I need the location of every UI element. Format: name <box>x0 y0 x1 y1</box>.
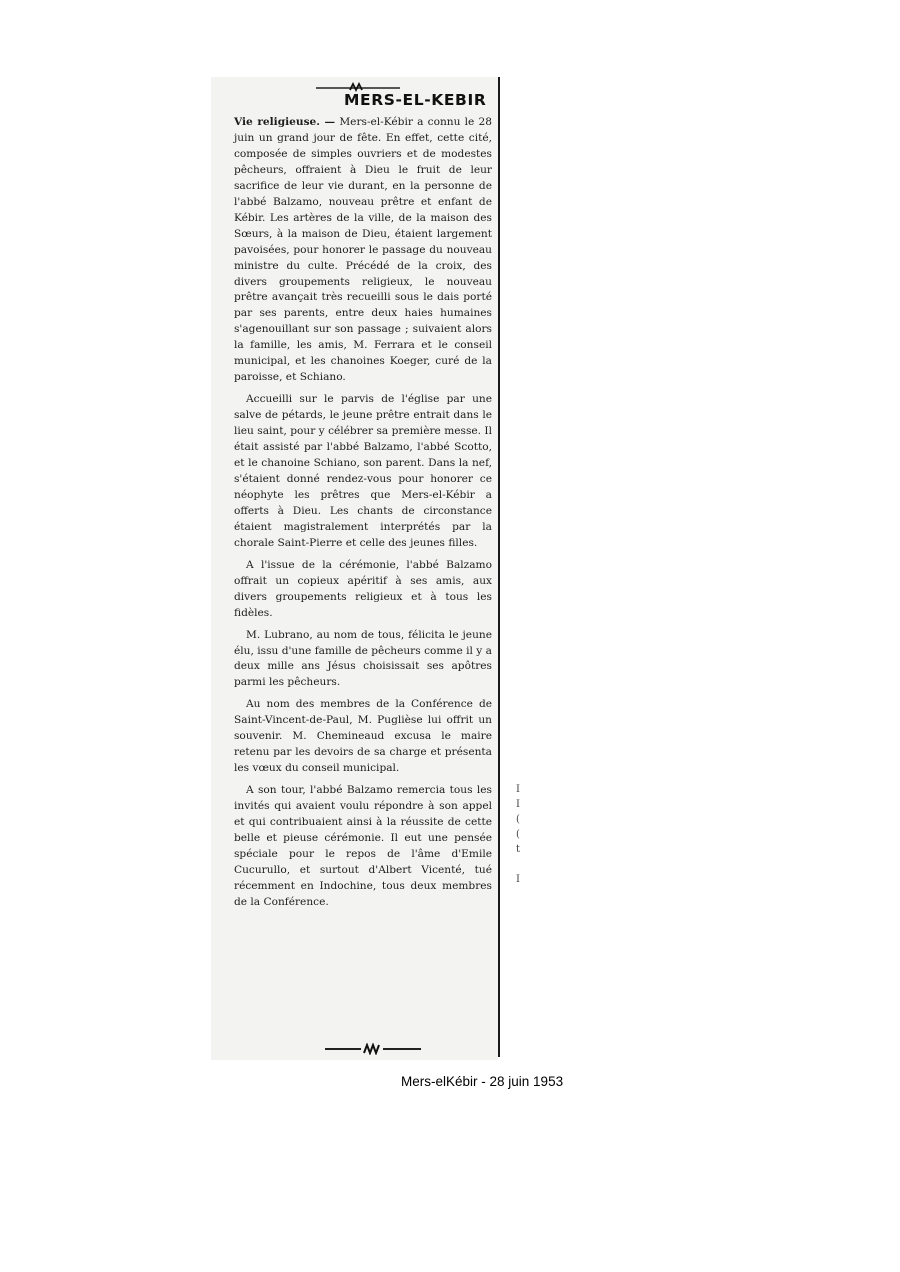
stray-char: I <box>516 799 520 810</box>
stray-char: ( <box>516 829 520 840</box>
stray-char: I <box>516 874 520 885</box>
stray-char: I <box>516 784 520 795</box>
headline: MERS-EL-KEBIR <box>344 91 487 109</box>
column-rule <box>498 77 500 1057</box>
bottom-ornament <box>325 1043 421 1055</box>
paragraph-3 <box>234 558 492 622</box>
paragraph-text: A l'issue de la cérémonie, l'abbé Balzamo offrait un copieux apéritif à ses amis, aux divers groupements religieux et à tous les fidèles. <box>234 558 492 619</box>
paragraph-text: Mers-el-Kébir a connu le 28 juin un grand jour de fête. En effet, cette cité, composée de simples ouvriers et de modestes pêcheurs, offraient à Dieu le fruit de leur sacrifice de leur vie durant, en la personne de l'abbé Balzamo, nouveau prêtre et enfant de Kébir. Les artères de la ville, de la maison des Sœurs, à la maison de Dieu, étaient largement pavoisées, pour honorer le passage du nouveau ministre du culte. Précédé de la croix, des divers groupements religieux, le nouveau prêtre avançait très recueilli sous le dais porté par ses parents, entre deux haies humaines s'agenouillant sur son passage ; suivaient alors la famille, les amis, M. Ferrara et le conseil municipal, et les chanoines Koeger, curé de la paroisse, et Schiano. <box>234 116 492 384</box>
stray-char: t <box>516 844 521 855</box>
stray-char <box>516 857 526 872</box>
paragraph-lead: Vie religieuse. — <box>234 116 336 128</box>
paragraph-text: M. Lubrano, au nom de tous, félicita le jeune élu, issu d'une famille de pêcheurs comme il y a deux mille ans Jésus choisissait ses apôtres parmi les pêcheurs. <box>234 628 492 689</box>
paragraph-6 <box>234 783 492 911</box>
paragraph-4 <box>234 628 492 692</box>
article-body <box>234 115 492 917</box>
paragraph-2 <box>234 392 492 552</box>
paragraph-text: A son tour, l'abbé Balzamo remercia tous les invités qui avaient voulu répondre à son appel et qui contribuaient ainsi à la réussite de cette belle et pieuse cérémonie. Il eut une pensée spéciale pour le repos de l'âme d'Emile Cucurullo, et surtout d'Albert Vicenté, tué récemment en Indochine, tous deux membres de la Conférence. <box>234 784 492 908</box>
page-caption: Mers-elKébir - 28 juin 1953 <box>401 1074 564 1089</box>
paragraph-5 <box>234 697 492 777</box>
stray-char: ( <box>516 814 520 825</box>
adjacent-column-fragments <box>516 782 526 887</box>
paragraph-1 <box>234 115 492 386</box>
paragraph-text: Au nom des membres de la Conférence de Saint-Vincent-de-Paul, M. Puglièse lui offrit un souvenir. M. Chemineaud excusa le maire retenu par les devoirs de sa charge et présenta les vœux du conseil municipal. <box>234 698 492 775</box>
paragraph-text: Accueilli sur le parvis de l'église par une salve de pétards, le jeune prêtre entrait dans le lieu saint, pour y célébrer sa première messe. Il était assisté par l'abbé Balzamo, l'abbé Scotto, et le chanoine Schiano, son parent. Dans la nef, s'étaient donné rendez-vous pour honorer ce néophyte les prêtres que Mers-el-Kébir a offerts à Dieu. Les chants de circonstance étaient magistralement interprétés par la chorale Saint-Pierre et celle des jeunes filles. <box>234 393 492 549</box>
